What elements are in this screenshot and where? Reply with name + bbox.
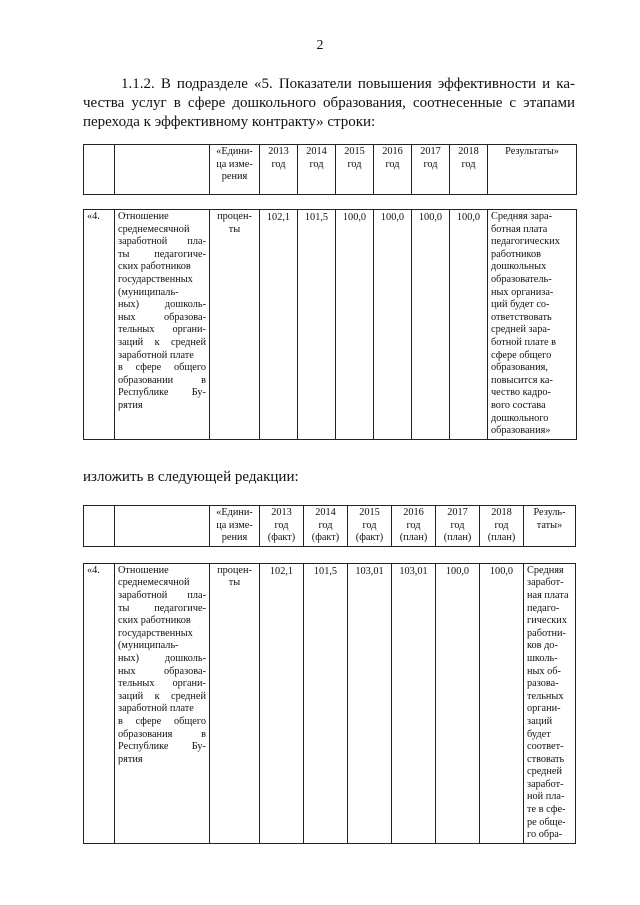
indicator-name: Отношение среднемесячной заработной пла- ты педагогиче- ских работников государственных (муниципаль- ных) дошколь- ных образова- тельных органи- заций к средней заработной плате в сфере общего образовании в Республике Бу- рятия [115, 210, 210, 440]
results-text: Средняя зара- ботная плата педагогических работников дошкольных образователь- ных организа- ций будет со- ответствовать средней зара- ботной плате в сфере общего образования, повысится ка- чество кадро- вого состава дошкольного образования» [488, 210, 577, 440]
page-number: 2 [316, 38, 324, 53]
header-results: Резуль- таты» [524, 506, 576, 547]
header-year: 2016 год (план) [392, 506, 436, 547]
value-2016: 103,01 [392, 563, 436, 843]
header-cell-empty [84, 145, 115, 195]
row-number: «4. [84, 563, 115, 843]
table-header-row [84, 506, 576, 547]
table-header-row [84, 145, 577, 195]
header-year: 2015 год (факт) [348, 506, 392, 547]
unit-value: процен- ты [210, 563, 260, 843]
value-2016: 100,0 [374, 210, 412, 440]
intro-line: перехода к эффективному контракту» строки: [83, 114, 376, 130]
indicator-name: Отношение среднемесячной заработной пла- ты педагогиче- ских работников государственных (муниципаль- ных) дошколь- ных образова- тельных органи- заций к средней заработной плате в сфере общего образования в Республике Бу- рятия [115, 563, 210, 843]
section-heading: изложить в следующей редакции: [83, 469, 299, 485]
intro-paragraph [83, 75, 575, 132]
header-results: Результаты» [488, 145, 577, 195]
table-row [84, 563, 576, 843]
value-2018: 100,0 [480, 563, 524, 843]
header-year: 2017 год (план) [436, 506, 480, 547]
header-unit: «Едини- ца изме- рения [210, 145, 260, 195]
intro-line: 1.1.2. В подразделе «5. Показатели повышения эффективности и ка- [121, 76, 575, 92]
header-year: 2013 год [260, 145, 298, 195]
intro-line: чества услуг в сфере дошкольного образования, соотнесенные с этапами [83, 95, 575, 111]
header-cell-empty [115, 506, 210, 547]
value-2017: 100,0 [436, 563, 480, 843]
value-2014: 101,5 [304, 563, 348, 843]
row-number: «4. [84, 210, 115, 440]
header-cell-empty [115, 145, 210, 195]
value-2015: 100,0 [336, 210, 374, 440]
value-2018: 100,0 [450, 210, 488, 440]
value-2013: 102,1 [260, 210, 298, 440]
header-year: 2018 год [450, 145, 488, 195]
table-row [84, 210, 577, 440]
header-year: 2017 год [412, 145, 450, 195]
header-cell-empty [84, 506, 115, 547]
header-year: 2015 год [336, 145, 374, 195]
header-year: 2014 год (факт) [304, 506, 348, 547]
unit-value: процен- ты [210, 210, 260, 440]
header-year: 2018 год (план) [480, 506, 524, 547]
value-2014: 101,5 [298, 210, 336, 440]
new-indicator-table [83, 505, 576, 844]
header-unit: «Едини- ца изме- рения [210, 506, 260, 547]
value-2015: 103,01 [348, 563, 392, 843]
value-2013: 102,1 [260, 563, 304, 843]
value-2017: 100,0 [412, 210, 450, 440]
header-year: 2014 год [298, 145, 336, 195]
header-year: 2013 год (факт) [260, 506, 304, 547]
old-indicator-table [83, 144, 577, 440]
header-year: 2016 год [374, 145, 412, 195]
results-text: Средняя заработ- ная плата педаго- гических работни- ков до- школь- ных об- разова- тельных органи- заций будет соответ- ствовать средней заработ- ной пла- те в сфе- ре обще- го обра- [524, 563, 576, 843]
